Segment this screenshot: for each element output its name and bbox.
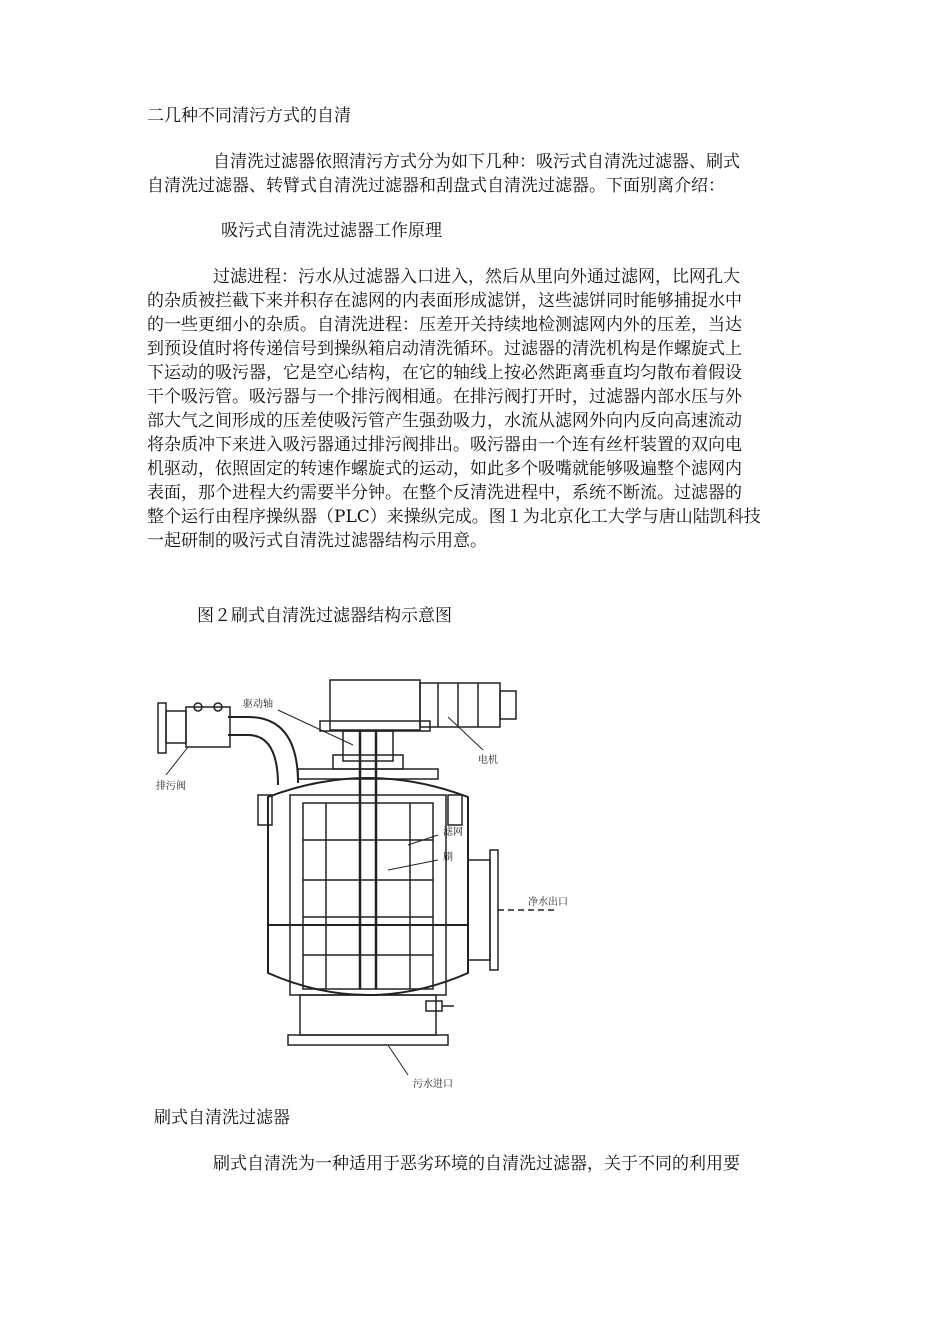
label-inlet: 污水进口 — [413, 1079, 453, 1090]
label-outlet: 净水出口 — [528, 897, 568, 908]
intro-line: 自清洗过滤器、转臂式自清洗过滤器和刮盘式自清洗过滤器。下面别离介绍： — [147, 176, 725, 196]
body-line: 的一些更细小的杂质。自清洗进程：压差开关持续地检测滤网内外的压差，当达 — [147, 315, 742, 335]
brush-line: 刷式自清洗为一种适用于恶劣环境的自清洗过滤器，关于不同的利用要 — [213, 1154, 740, 1174]
filter-diagram — [148, 655, 593, 1103]
body-line: 表面，那个进程大约需要半分钟。在整个反清洗进程中，系统不断流。过滤器的 — [147, 483, 742, 503]
body-line: 部大气之间形成的压差使吸污管产生强劲吸力，水流从滤网外向内反向高速流动 — [147, 411, 742, 431]
body-line: 一起研制的吸污式自清洗过滤器结构示用意。 — [147, 531, 487, 551]
subheading-suction: 吸污式自清洗过滤器工作原理 — [221, 221, 442, 241]
body-line: 机驱动，依照固定的转速作螺旋式的运动，如此多个吸嘴就能够吸遍整个滤网内 — [147, 459, 742, 479]
filter-diagram-svg — [148, 655, 593, 1103]
screen-cylinder — [290, 795, 446, 995]
motor-shape — [420, 683, 500, 727]
base-support — [300, 995, 436, 1035]
section-title: 二几种不同清污方式的自清 — [147, 106, 351, 126]
body-paragraph — [147, 265, 812, 553]
label-drain-valve: 排污阀 — [156, 781, 186, 792]
label-brush: 刷 — [443, 852, 453, 863]
tank-bottom — [268, 925, 468, 995]
base-plate — [288, 1035, 448, 1045]
subheading-brush: 刷式自清洗过滤器 — [154, 1108, 290, 1128]
gearbox-shape — [330, 680, 420, 730]
intro-line: 自清洗过滤器依照清污方式分为如下几种：吸污式自清洗过滤器、刷式 — [213, 152, 740, 172]
body-line: 的杂质被拦截下来并积存在滤网的内表面形成滤饼，这些滤饼同时能够捕捉水中 — [147, 291, 742, 311]
brush-paragraph — [147, 1152, 812, 1176]
body-line: 下运动的吸污器，它是空心结构，在它的轴线上按必然距离垂直均匀散布着假设 — [147, 363, 742, 383]
drain-valve-shape — [186, 707, 230, 747]
body-line: 将杂质冲下来进入吸污器通过排污阀排出。吸污器由一个连有丝杆装置的双向电 — [147, 435, 742, 455]
label-motor: 电机 — [478, 755, 498, 766]
tank-top — [268, 778, 468, 925]
outlet-flange — [490, 850, 498, 970]
figure-caption: 图２刷式自清洗过滤器结构示意图 — [197, 606, 452, 626]
body-line: 干个吸污管。吸污器与一个排污阀相通。在排污阀打开时，过滤器内部水压与外 — [147, 387, 742, 407]
body-line: 到预设值时将传递信号到操纵箱启动清洗循环。过滤器的清洗机构是作螺旋式上 — [147, 339, 742, 359]
intro-paragraph — [147, 150, 812, 198]
body-line: 过滤进程：污水从过滤器入口进入，然后从里向外通过滤网，比网孔大 — [213, 267, 740, 287]
body-line: 整个运行由程序操纵器（PLC）来操纵完成。图１为北京化工大学与唐山陆凯科技 — [147, 507, 761, 527]
label-screen: 滤网 — [443, 827, 463, 838]
label-drive-shaft: 驱动轴 — [243, 699, 273, 710]
